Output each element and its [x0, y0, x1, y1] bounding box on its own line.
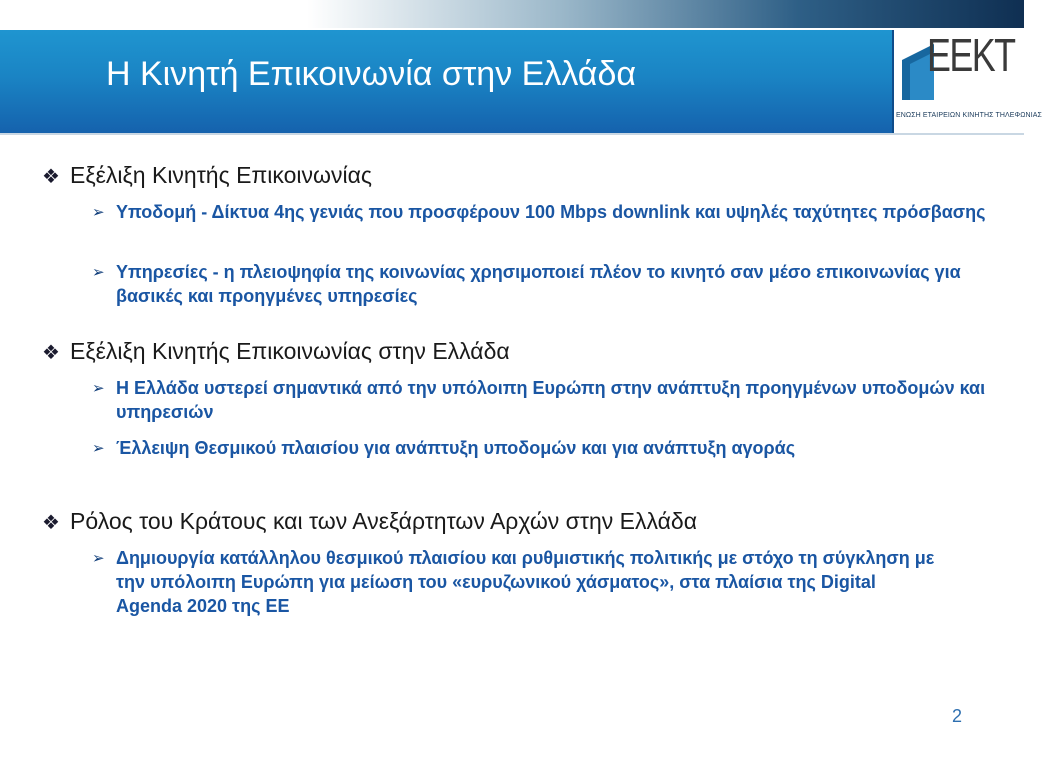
- page-number: 2: [952, 706, 963, 726]
- diamond-bullet-icon: ❖: [42, 342, 60, 364]
- section-heading: ❖ Ρόλος του Κράτους και των Ανεξάρτητων Αρχών στην Ελλάδα: [42, 508, 698, 534]
- list-item: ➢ Δημιουργία κατάλληλου θεσμικού πλαισίου και ρυθμιστικής πολιτικής με στόχο τη σύγκληση με την υπόλοιπη Ευρώπη για μείωση του «ευρυζωνικού χάσματος», στα πλαίσια της Digital Agenda 2020 της ΕΕ: [92, 548, 935, 616]
- list-item: ➢ Έλλειψη Θεσμικού πλαισίου για ανάπτυξη υποδομών και για ανάπτυξη αγοράς: [92, 438, 796, 458]
- arrow-bullet-icon: ➢: [92, 380, 105, 397]
- logo-text: ΕΕΚΤ: [927, 29, 1015, 81]
- title-divider: [0, 133, 1024, 135]
- arrow-bullet-icon: ➢: [92, 264, 105, 281]
- top-decor-bar: [0, 0, 1024, 28]
- list-item: ➢ Υποδομή - Δίκτυα 4ης γενιάς που προσφέρουν 100 Mbps downlink και υψηλές ταχύτητες πρόσβασης: [92, 202, 986, 222]
- section-heading: ❖ Εξέλιξη Κινητής Επικοινωνίας στην Ελλάδα: [42, 338, 510, 364]
- arrow-bullet-icon: ➢: [92, 440, 105, 457]
- list-item: ➢ Υπηρεσίες - η πλειοψηφία της κοινωνίας χρησιμοποιεί πλέον το κινητό σαν μέσο επικοινωνίας για βασικές και προηγμένες υπηρεσίες: [92, 262, 961, 306]
- section-heading: ❖ Εξέλιξη Κινητής Επικοινωνίας: [42, 162, 372, 188]
- logo-subtitle: ΕΝΩΣΗ ΕΤΑΙΡΕΙΩΝ ΚΙΝΗΤΗΣ ΤΗΛΕΦΩΝΙΑΣ: [896, 112, 1042, 119]
- list-item: ➢ Η Ελλάδα υστερεί σημαντικά από την υπόλοιπη Ευρώπη στην ανάπτυξη προηγμένων υποδομών και υπηρεσιών: [92, 378, 986, 422]
- arrow-bullet-icon: ➢: [92, 550, 105, 567]
- slide-title: Η Κινητή Επικοινωνία στην Ελλάδα: [106, 55, 637, 93]
- diamond-bullet-icon: ❖: [42, 512, 60, 534]
- arrow-bullet-icon: ➢: [92, 204, 105, 221]
- diamond-bullet-icon: ❖: [42, 166, 60, 188]
